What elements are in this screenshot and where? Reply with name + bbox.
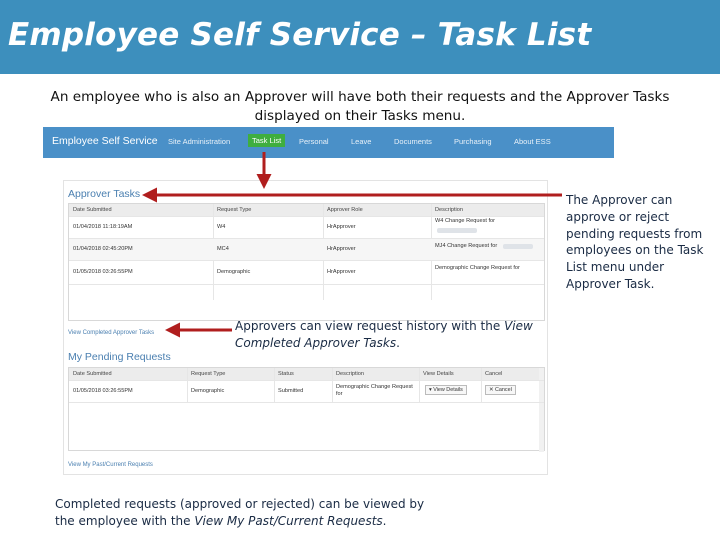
table-cell: HrApprover bbox=[327, 224, 356, 230]
callout-text: Completed requests (approved or rejected) can be viewed by the employee with the bbox=[55, 497, 425, 528]
table-cell: Demographic bbox=[217, 269, 251, 275]
column-header[interactable]: Status bbox=[278, 371, 294, 377]
approver-tasks-grid bbox=[68, 203, 545, 321]
slide-title: Employee Self Service – Task List bbox=[8, 17, 592, 53]
callout-text: Approvers can view request history with the bbox=[235, 319, 505, 333]
view-completed-approver-tasks-link[interactable]: View Completed Approver Tasks bbox=[68, 330, 155, 336]
callout-emphasis: View Completed Approver Tasks bbox=[235, 319, 533, 350]
intro-text: An employee who is also an Approver will have both their requests and the Approver Tasks displayed on their Tasks menu. bbox=[50, 89, 670, 124]
table-cell: Demographic Change Request for bbox=[336, 384, 413, 397]
pending-requests-title: My Pending Requests bbox=[68, 351, 171, 363]
table-cell: 01/04/2018 02:45:20PM bbox=[73, 246, 133, 252]
column-header[interactable]: Date Submitted bbox=[73, 371, 112, 377]
column-header[interactable]: Request Type bbox=[191, 371, 226, 377]
table-cell: 01/04/2018 11:18:19AM bbox=[73, 224, 133, 230]
nav-item-documents[interactable]: Documents bbox=[394, 137, 432, 146]
ess-navbar bbox=[43, 127, 614, 158]
nav-item-personal[interactable]: Personal bbox=[299, 137, 329, 146]
redacted-name bbox=[503, 244, 533, 249]
view-details-label: View Details bbox=[433, 387, 463, 393]
nav-item-purchasing[interactable]: Purchasing bbox=[454, 137, 492, 146]
table-cell: 01/05/2018 03:26:55PM bbox=[73, 388, 133, 394]
column-header[interactable]: Cancel bbox=[485, 371, 503, 377]
table-row[interactable] bbox=[69, 260, 544, 284]
nav-item-about-ess[interactable]: About ESS bbox=[514, 137, 551, 146]
callout-approver-history bbox=[235, 318, 535, 352]
table-row[interactable] bbox=[69, 380, 544, 402]
table-cell: Submitted bbox=[278, 388, 304, 394]
column-header[interactable]: Approver Role bbox=[327, 207, 363, 213]
approver-tasks-title: Approver Tasks bbox=[68, 188, 141, 200]
table-cell: MC4 bbox=[217, 246, 229, 252]
table-cell: HrApprover bbox=[327, 246, 356, 252]
table-cell: Demographic Change Request for bbox=[435, 265, 520, 271]
navbar-brand[interactable]: Employee Self Service bbox=[52, 135, 158, 147]
table-cell: 01/05/2018 03:26:55PM bbox=[73, 269, 133, 275]
table-cell: W4 Change Request for bbox=[435, 218, 496, 224]
table-cell: W4 bbox=[217, 224, 226, 230]
column-header[interactable]: Request Type bbox=[217, 207, 252, 213]
callout-past-requests bbox=[55, 496, 435, 530]
callout-text: . bbox=[382, 514, 387, 528]
table-cell: Demographic bbox=[191, 388, 225, 394]
column-header[interactable]: View Details bbox=[423, 371, 454, 377]
nav-item-task-list[interactable]: Task List bbox=[248, 134, 285, 147]
grid-header bbox=[69, 368, 544, 380]
callout-text: . bbox=[396, 336, 400, 350]
table-row[interactable] bbox=[69, 238, 544, 260]
view-details-button[interactable]: ▾ View Details bbox=[425, 385, 467, 395]
pending-requests-grid bbox=[68, 367, 545, 451]
column-header[interactable]: Description bbox=[435, 207, 463, 213]
view-past-current-requests-link[interactable]: View My Past/Current Requests bbox=[68, 462, 153, 468]
redacted-name bbox=[437, 228, 477, 233]
table-cell: HrApprover bbox=[327, 269, 356, 275]
cancel-button[interactable]: ✕ Cancel bbox=[485, 385, 516, 395]
title-band bbox=[0, 0, 720, 74]
column-header[interactable]: Date Submitted bbox=[73, 207, 112, 213]
table-cell: MJ4 Change Request for bbox=[435, 243, 498, 249]
nav-item-site-administration[interactable]: Site Administration bbox=[168, 137, 231, 146]
callout-emphasis: View My Past/Current Requests bbox=[194, 514, 383, 528]
column-header[interactable]: Description bbox=[336, 371, 364, 377]
cancel-label: Cancel bbox=[495, 387, 512, 393]
nav-item-leave[interactable]: Leave bbox=[351, 137, 372, 146]
grid-header bbox=[69, 204, 544, 216]
callout-approve-reject: The Approver can approve or reject pending requests from employees on the Task List menu under Approver Task. bbox=[566, 193, 704, 291]
